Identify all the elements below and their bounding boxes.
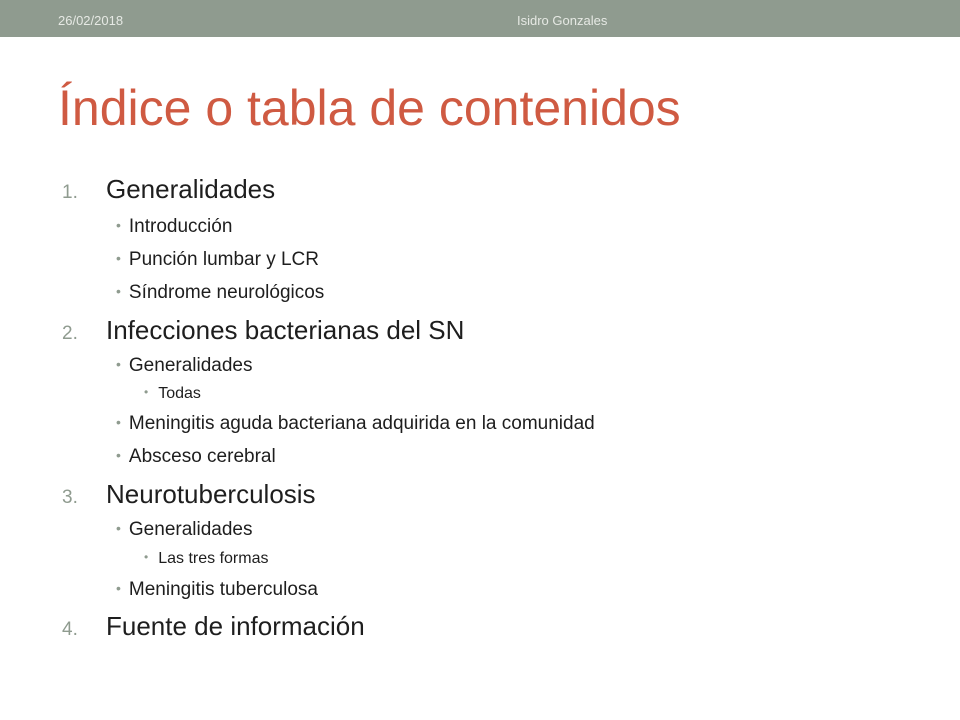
list-item-label: Síndrome neurológicos <box>128 282 325 303</box>
section-3-number: 3. <box>62 487 78 508</box>
section-2-label: Infecciones bacterianas del SN <box>106 315 465 345</box>
bullet-icon: • <box>116 283 121 299</box>
list-item-label: Introducción <box>128 216 233 237</box>
section-3-item-1 <box>116 517 253 541</box>
list-item-label: Meningitis tuberculosa <box>128 579 318 600</box>
section-2 <box>62 315 464 349</box>
header-date: 26/02/2018 <box>58 13 124 28</box>
section-3 <box>62 479 316 513</box>
section-2-item-3 <box>116 444 276 468</box>
bullet-icon: • <box>144 385 149 399</box>
section-2-number: 2. <box>62 323 78 344</box>
section-3-item-2 <box>116 577 318 601</box>
list-item-label: Meningitis aguda bacteriana adquirida en la comunidad <box>128 413 595 434</box>
section-1 <box>62 174 275 208</box>
section-2-item-1 <box>116 353 253 377</box>
bullet-icon: • <box>116 447 121 463</box>
section-2-item-2 <box>116 411 595 435</box>
bullet-icon: • <box>116 217 121 233</box>
list-item-label: Absceso cerebral <box>128 446 276 467</box>
bullet-icon: • <box>116 520 121 536</box>
list-item-label: Generalidades <box>128 355 253 376</box>
bullet-icon: • <box>116 580 121 596</box>
list-item-label: Punción lumbar y LCR <box>128 249 319 270</box>
slide-title: Índice o tabla de contenidos <box>58 80 681 136</box>
section-1-item-1 <box>116 214 232 238</box>
section-4-label: Fuente de información <box>106 611 365 641</box>
section-1-number: 1. <box>62 182 78 203</box>
header-author: Isidro Gonzales <box>517 13 608 28</box>
section-3-label: Neurotuberculosis <box>106 479 316 509</box>
section-2-subitem-1 <box>144 382 201 404</box>
section-1-item-2 <box>116 247 319 271</box>
list-item-label: Generalidades <box>128 519 253 540</box>
bullet-icon: • <box>116 414 121 430</box>
list-subitem-label: Las tres formas <box>158 550 269 567</box>
bullet-icon: • <box>144 550 149 564</box>
section-4-number: 4. <box>62 619 78 640</box>
header-bar <box>0 0 960 37</box>
section-3-subitem-1 <box>144 547 268 569</box>
section-1-item-3 <box>116 280 324 304</box>
list-subitem-label: Todas <box>158 385 201 402</box>
bullet-icon: • <box>116 250 121 266</box>
bullet-icon: • <box>116 356 121 372</box>
section-4 <box>62 611 365 645</box>
section-1-label: Generalidades <box>106 174 276 204</box>
